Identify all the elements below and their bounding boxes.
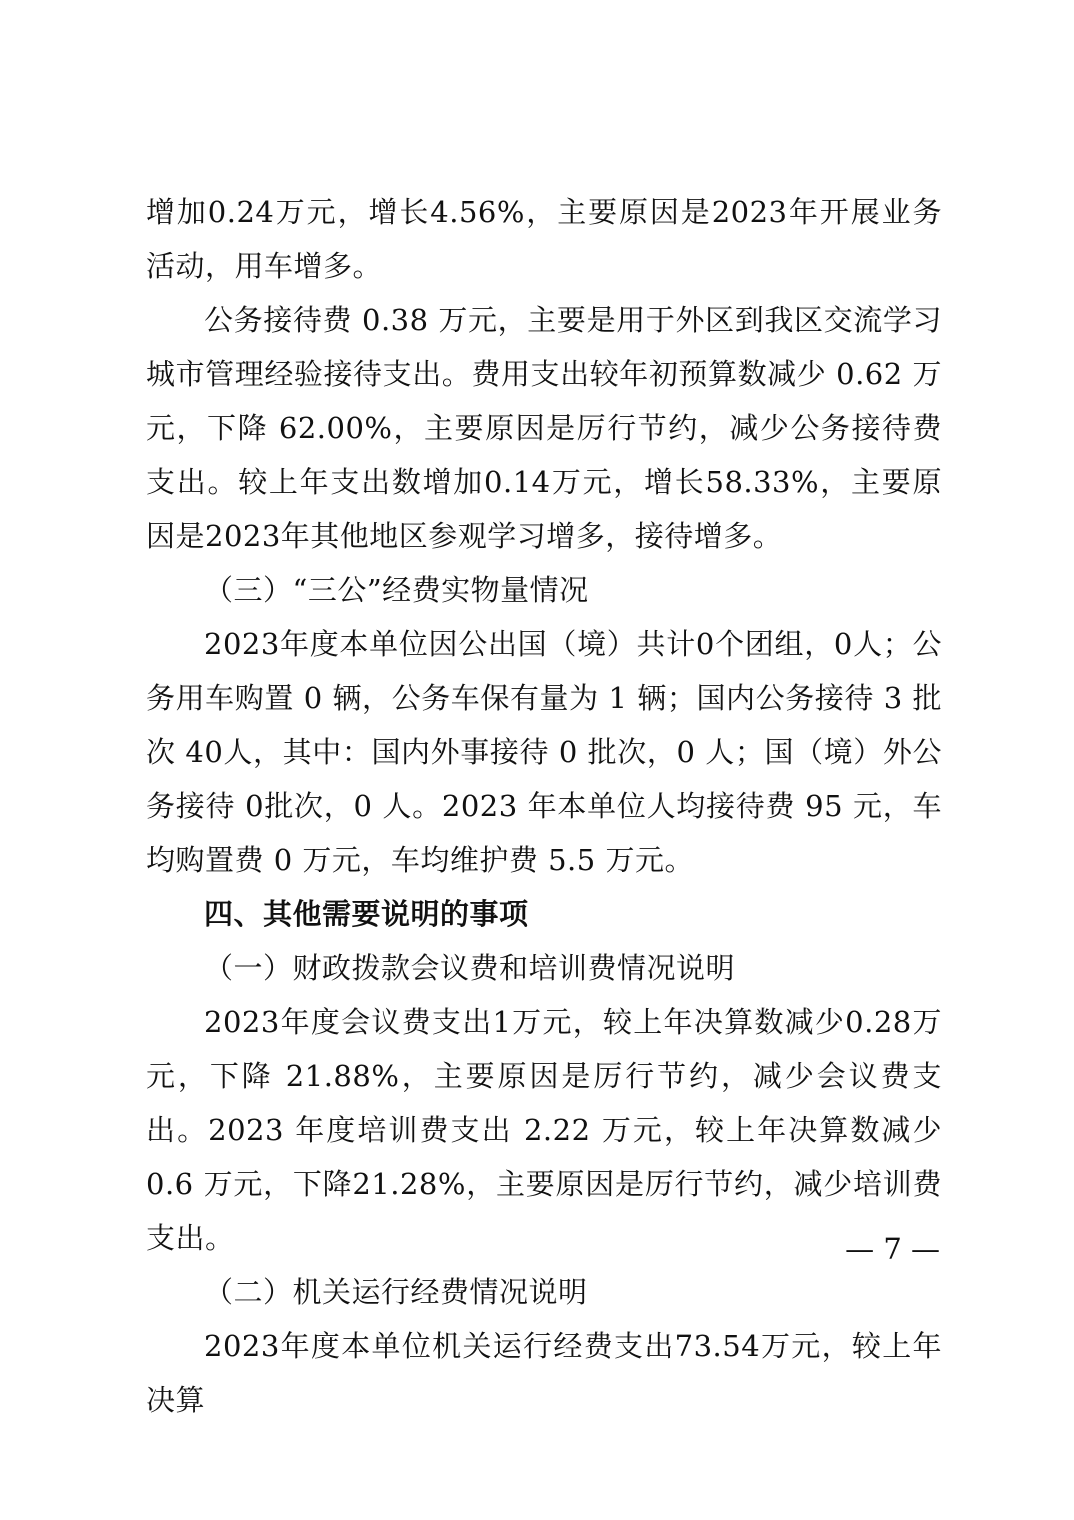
paragraph-operating-expenses: 2023年度本单位机关运行经费支出73.54万元，较上年决算 — [146, 1329, 942, 1417]
subheading-meeting-training: （一）财政拨款会议费和培训费情况说明 — [204, 951, 736, 985]
paragraph-meeting-training: 2023年度会议费支出1万元，较上年决算数减少0.28万元，下降 21.88%，主要原因是厉行节约，减少会议费支出。2023 年度培训费支出 2.22 万元，较上年决算数减少 0.6 万元，下降21.28%，主要原因是厉行节约，减少培训费支出。 — [146, 1005, 942, 1255]
page-number: — 7 — — [845, 1232, 940, 1266]
paragraph-official-reception: 公务接待费 0.38 万元，主要是用于外区到我区交流学习城市管理经验接待支出。费用支出较年初预算数减少 0.62 万元，下降 62.00%，主要原因是厉行节约，减少公务接待费支出。较上年支出数增加0.14万元，增长58.33%，主要原因是2023年其他地区参观学习增多，接待增多。 — [146, 303, 942, 553]
subheading-operating-expenses: （二）机关运行经费情况说明 — [204, 1275, 588, 1309]
section-heading-other-matters: 四、其他需要说明的事项 — [204, 897, 529, 931]
body-text — [146, 185, 942, 1427]
subheading-physical-quantity: （三）“三公”经费实物量情况 — [204, 573, 589, 607]
paragraph-vehicle-cost-continued: 增加0.24万元，增长4.56%，主要原因是2023年开展业务活动，用车增多。 — [146, 195, 942, 283]
paragraph-physical-quantity: 2023年度本单位因公出国（境）共计0个团组，0人；公务用车购置 0 辆，公务车保有量为 1 辆；国内公务接待 3 批次 40人，其中：国内外事接待 0 批次，0 人；国（境）外公务接待 0批次，0 人。2023 年本单位人均接待费 95 元，车均购置费 0 万元，车均维护费 5.5 万元。 — [146, 627, 942, 877]
